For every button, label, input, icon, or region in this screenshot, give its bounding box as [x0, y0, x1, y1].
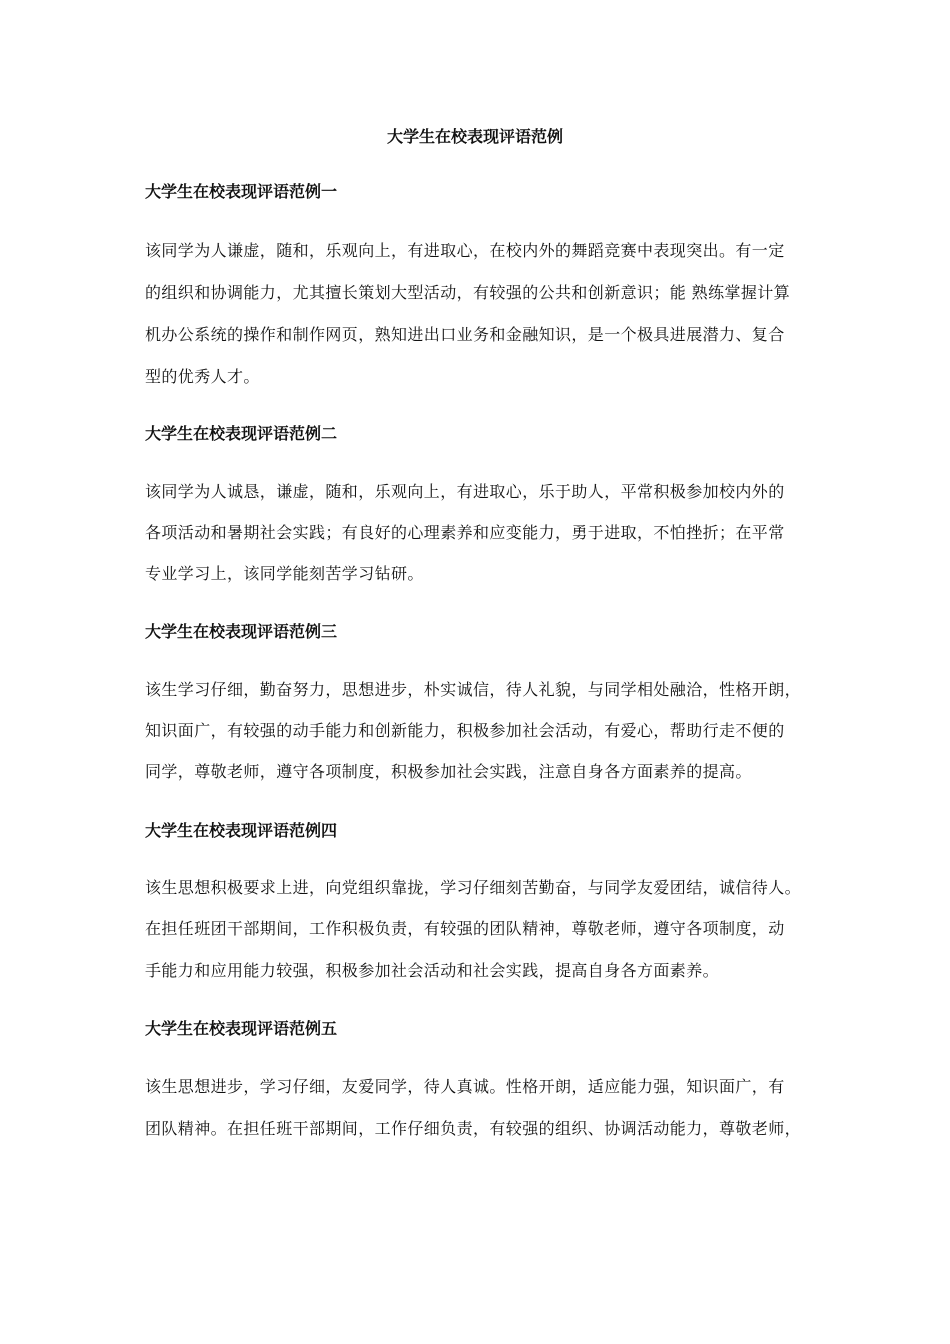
paragraph-line: 该同学为人诚恳，谦虚，随和，乐观向上，有进取心，乐于助人，平常积极参加校内外的 [145, 482, 785, 501]
paragraph-line: 专业学习上，该同学能刻苦学习钻研。 [145, 564, 424, 583]
paragraph-line: 同学，尊敬老师，遵守各项制度，积极参加社会实践，注意自身各方面素养的提高。 [145, 762, 752, 781]
paragraph-line: 团队精神。在担任班干部期间，工作仔细负责，有较强的组织、协调活动能力，尊敬老师， [145, 1119, 802, 1138]
section-heading: 大学生在校表现评语范例一 [145, 182, 338, 201]
paragraph-line: 机办公系统的操作和制作网页，熟知进出口业务和金融知识，是一个极具进展潜力、复合 [145, 325, 785, 344]
paragraph-line: 该生思想进步，学习仔细，友爱同学，待人真诚。性格开朗，适应能力强，知识面广，有 [145, 1077, 785, 1096]
section-heading: 大学生在校表现评语范例二 [145, 424, 338, 443]
section-heading: 大学生在校表现评语范例四 [145, 821, 338, 840]
paragraph-line: 该生学习仔细，勤奋努力，思想进步，朴实诚信，待人礼貌，与同学相处融洽，性格开朗， [145, 680, 802, 699]
paragraph-line: 各项活动和暑期社会实践；有良好的心理素养和应变能力，勇于进取，不怕挫折；在平常 [145, 523, 785, 542]
section-heading: 大学生在校表现评语范例五 [145, 1019, 338, 1038]
paragraph-line: 该生思想积极要求上进，向党组织靠拢，学习仔细刻苦勤奋，与同学友爱团结，诚信待人。 [145, 878, 802, 897]
document-title: 大学生在校表现评语范例 [386, 127, 563, 146]
paragraph-line: 在担任班团干部期间，工作积极负责，有较强的团队精神，尊敬老师，遵守各项制度，动 [145, 919, 785, 938]
paragraph-line: 手能力和应用能力较强，积极参加社会活动和社会实践，提高自身各方面素养。 [145, 961, 720, 980]
paragraph-line: 型的优秀人才。 [145, 367, 260, 386]
paragraph-line: 的组织和协调能力，尤其擅长策划大型活动，有较强的公共和创新意识；能 熟练掌握计算 [145, 283, 791, 302]
section-heading: 大学生在校表现评语范例三 [145, 622, 338, 641]
paragraph-line: 该同学为人谦虚，随和，乐观向上，有进取心，在校内外的舞蹈竞赛中表现突出。有一定 [145, 241, 785, 260]
paragraph-line: 知识面广，有较强的动手能力和创新能力，积极参加社会活动，有爱心，帮助行走不便的 [145, 721, 785, 740]
